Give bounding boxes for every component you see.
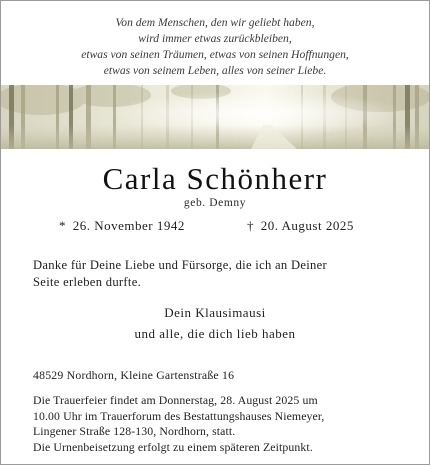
ceremony-line: 10.00 Uhr im Trauerforum des Bestattungshauses Niemeyer, [33,408,325,423]
ceremony-line: Die Urnenbeisetzung erfolgt zu einem späteren Zeitpunkt. [33,439,313,454]
address: 48529 Nordhorn, Kleine Gartenstraße 16 [33,368,235,382]
ceremony-info [33,393,413,455]
forest-image [1,85,429,149]
death-cross-icon: † [247,218,254,233]
poem-line: etwas von seinen Träumen, etwas von seinen Hoffnungen, [81,48,349,61]
maiden-name: geb. Demny [183,197,247,209]
birth-star-icon: * [59,218,66,233]
thanks-line: Seite erleben durfte. [33,275,142,289]
death-date [247,218,354,234]
birth-date-text: 26. November 1942 [72,218,185,233]
thanks-line: Danke für Deine Liebe und Fürsorge, die ich an Deiner [33,258,328,272]
ceremony-line: Die Trauerfeier findet am Donnerstag, 28. August 2025 um [33,393,318,407]
thanks-text [33,257,403,291]
death-date-text: 20. August 2025 [260,218,354,233]
signers [1,302,429,344]
ceremony-line: Lingener Straße 128-130, Nordhorn, statt. [33,424,236,438]
poem-line: Von dem Menschen, den wir geliebt haben, [115,16,315,29]
signer-line: Dein Klausimausi [164,305,266,320]
birth-date [59,218,185,234]
poem-line: wird immer etwas zurückbleiben, [138,32,292,45]
signer-line: und alle, die dich lieb haben [134,326,296,341]
poem-line: etwas von seinem Leben, alles von seiner Liebe. [103,64,327,77]
deceased-name: Carla Schönherr [102,161,328,196]
memorial-poem [1,15,429,79]
